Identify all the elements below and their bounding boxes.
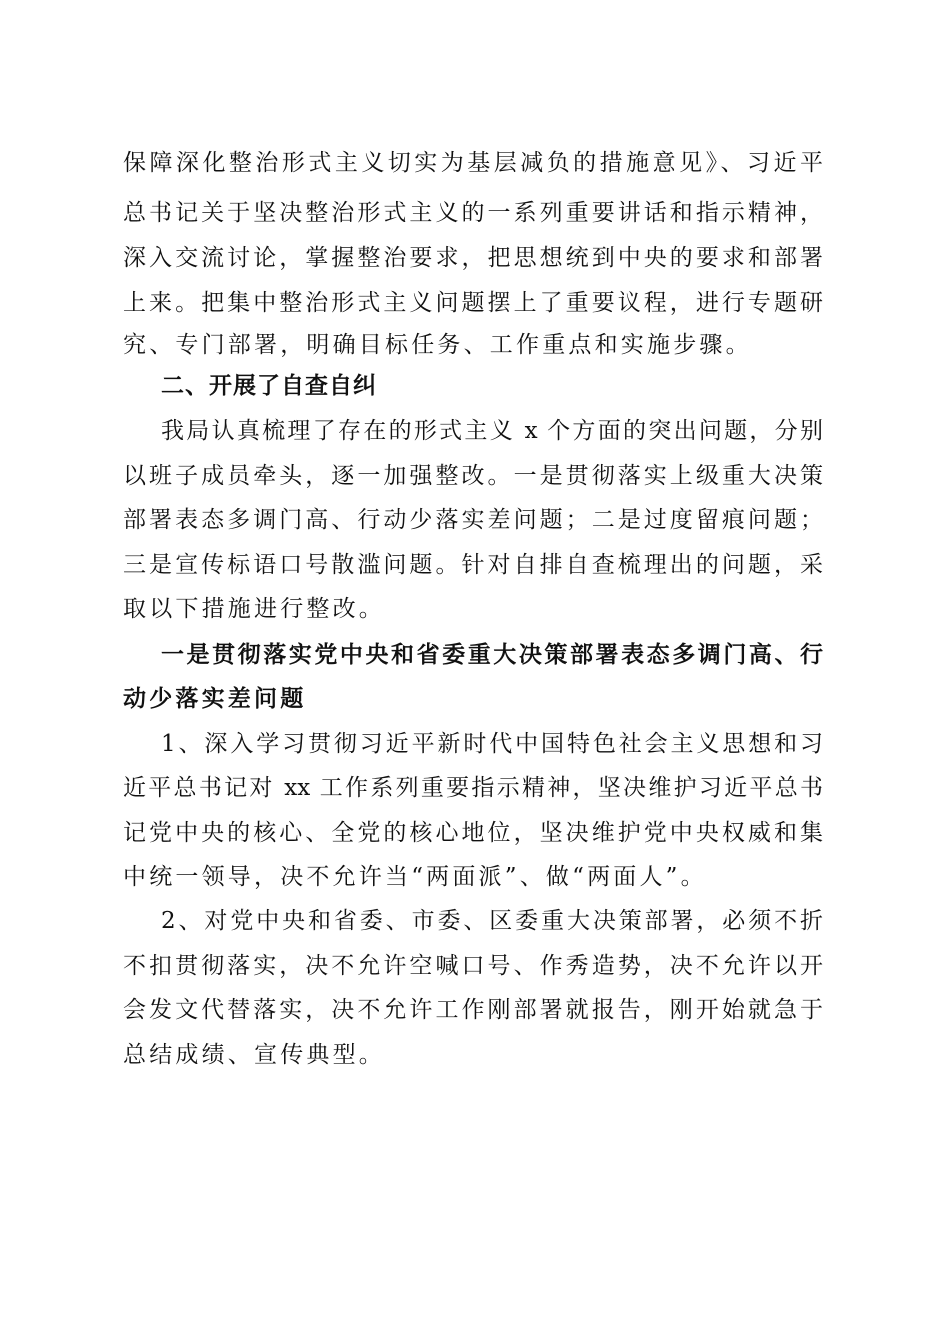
item1-line-4: 中统一领导，决不允许当“两面派”、做“两面人”。	[123, 864, 707, 890]
para1-line-1: 保障深化整治形式主义切实为基层减负的措施意见》、习近平	[123, 150, 823, 176]
item1-line-3: 记党中央的核心、全党的核心地位，坚决维护党中央权威和集	[123, 820, 823, 846]
item2-line-3: 会发文代替落实，决不允许工作刚部署就报告，刚开始就急于	[123, 997, 823, 1023]
para2-line-3: 部署表态多调门高、行动少落实差问题；二是过度留痕问题；	[123, 507, 823, 533]
subheading-line-2: 动少落实差问题	[123, 685, 307, 712]
para1-line-4: 上来。把集中整治形式主义问题摆上了重要议程，进行专题研	[123, 290, 823, 316]
para2-line-1: 我局认真梳理了存在的形式主义 x 个方面的突出问题，分别	[161, 418, 823, 444]
item1-line-1: 1、深入学习贯彻习近平新时代中国特色社会主义思想和习	[161, 731, 823, 757]
item2-line-4: 总结成绩、宣传典型。	[123, 1042, 385, 1068]
item1-line-2: 近平总书记对 xx 工作系列重要指示精神，坚决维护习近平总书	[123, 775, 823, 801]
para2-line-2: 以班子成员牵头，逐一加强整改。一是贯彻落实上级重大决策	[123, 463, 823, 489]
section-heading: 二、开展了自查自纠	[161, 373, 377, 399]
para2-line-4: 三是宣传标语口号散滥问题。针对自排自查梳理出的问题，采	[123, 552, 823, 578]
item2-line-1: 2、对党中央和省委、市委、区委重大决策部署，必须不折	[161, 908, 823, 934]
item2-line-2: 不扣贯彻落实，决不允许空喊口号、作秀造势，决不允许以开	[123, 953, 823, 979]
para1-line-2: 总书记关于坚决整治形式主义的一系列重要讲话和指示精神，	[123, 200, 823, 226]
subheading-line-1: 一是贯彻落实党中央和省委重大决策部署表态多调门高、行	[161, 641, 823, 668]
para1-line-5: 究、专门部署，明确目标任务、工作重点和实施步骤。	[123, 332, 752, 358]
para2-line-5: 取以下措施进行整改。	[123, 596, 385, 622]
para1-line-3: 深入交流讨论，掌握整治要求，把思想统到中央的要求和部署	[123, 245, 823, 271]
